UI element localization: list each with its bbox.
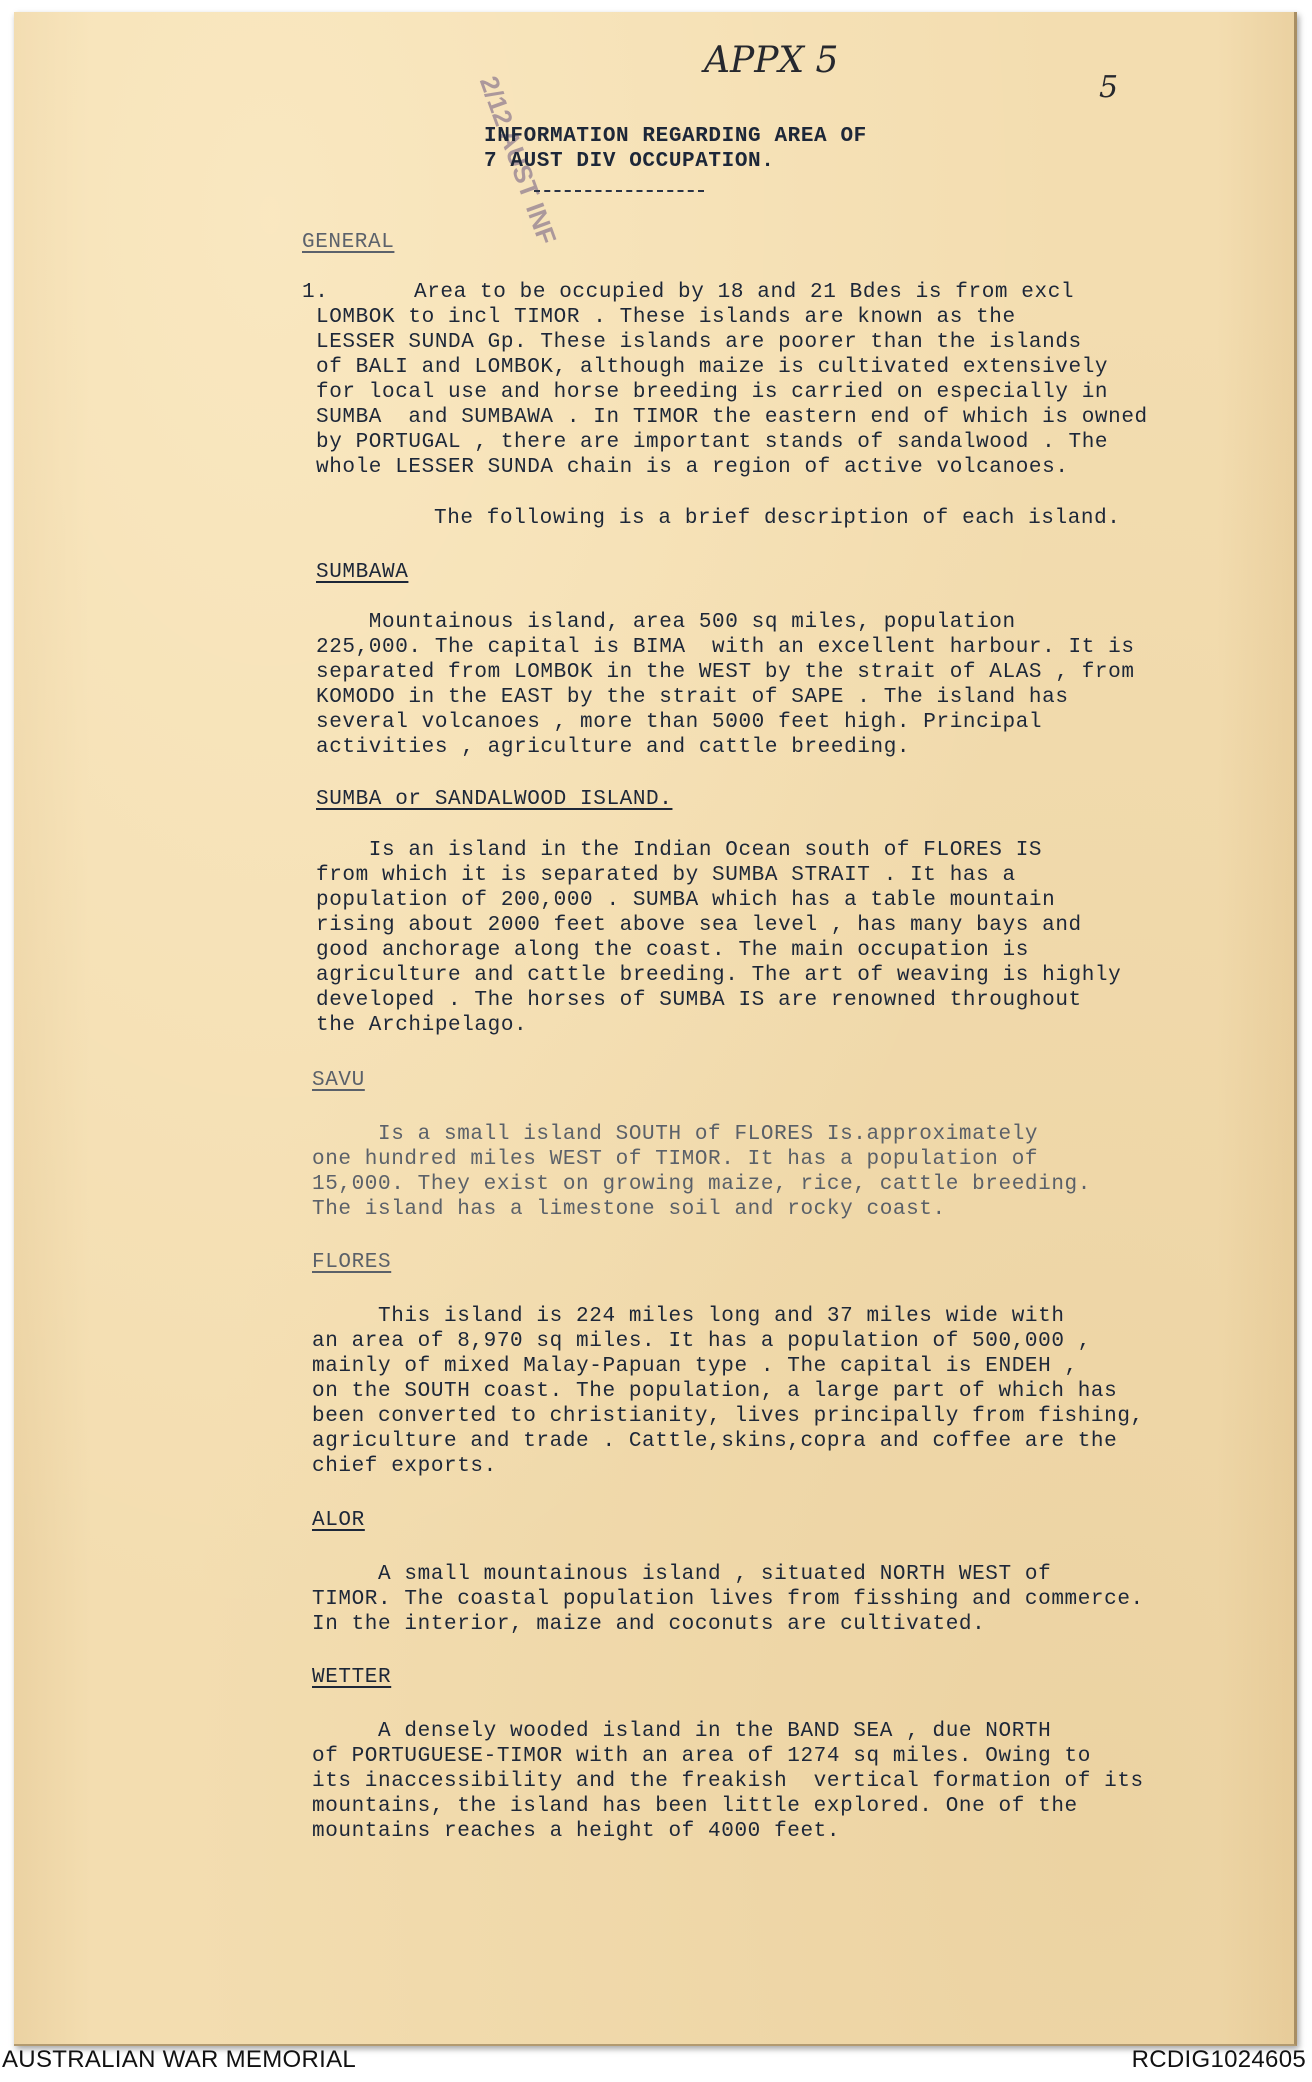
footer-institution: AUSTRALIAN WAR MEMORIAL xyxy=(2,2046,357,2073)
savu-line: 15,000. They exist on growing maize, rice, cattle breeding. xyxy=(312,1173,1091,1196)
heading-wetter: WETTER xyxy=(312,1666,392,1689)
alor-line: A small mountainous island , situated NORTH WEST of xyxy=(312,1563,1052,1586)
sumbawa-line: Mountainous island, area 500 sq miles, population xyxy=(316,611,1016,634)
heading-flores: FLORES xyxy=(312,1251,392,1274)
alor-line: TIMOR. The coastal population lives from fisshing and commerce. xyxy=(312,1588,1144,1611)
sumbawa-line: KOMODO in the EAST by the strait of SAPE . The island has xyxy=(316,686,1069,709)
flores-line: on the SOUTH coast. The population, a large part of which has xyxy=(312,1380,1118,1403)
wetter-line: A densely wooded island in the BAND SEA , due NORTH xyxy=(312,1720,1052,1743)
title-line-2: 7 AUST DIV OCCUPATION. xyxy=(484,150,775,173)
general-following-line: The following is a brief description of each island. xyxy=(434,507,1121,530)
unit-stamp: 2/12 AUST INF xyxy=(473,72,563,249)
general-line: for local use and horse breeding is carried on especially in xyxy=(316,381,1109,404)
sumbawa-line: several volcanoes , more than 5000 feet high. Principal xyxy=(316,711,1043,734)
general-line: LESSER SUNDA Gp. These islands are poorer than the islands xyxy=(316,331,1082,354)
heading-general: GENERAL xyxy=(302,231,395,254)
general-line: Area to be occupied by 18 and 21 Bdes is from excl xyxy=(414,281,1075,304)
wetter-line: mountains, the island has been little explored. One of the xyxy=(312,1795,1078,1818)
sumba-line: from which it is separated by SUMBA STRAIT . It has a xyxy=(316,864,1016,887)
sumbawa-line: activities , agriculture and cattle breeding. xyxy=(316,736,911,759)
heading-savu: SAVU xyxy=(312,1069,365,1092)
handwritten-page-number: 5 xyxy=(1099,70,1119,105)
flores-line: agriculture and trade . Cattle,skins,copra and coffee are the xyxy=(312,1430,1118,1453)
general-line: whole LESSER SUNDA chain is a region of active volcanoes. xyxy=(316,456,1069,479)
sumba-line: Is an island in the Indian Ocean south of FLORES IS xyxy=(316,839,1043,862)
sumbawa-line: separated from LOMBOK in the WEST by the strait of ALAS , from xyxy=(316,661,1135,684)
sumba-line: the Archipelago. xyxy=(316,1014,528,1037)
savu-line: Is a small island SOUTH of FLORES Is.approximately xyxy=(312,1123,1039,1146)
general-line: SUMBA and SUMBAWA . In TIMOR the eastern end of which is owned xyxy=(316,406,1148,429)
sumba-line: agriculture and cattle breeding. The art of weaving is highly xyxy=(316,964,1122,987)
flores-line: mainly of mixed Malay-Papuan type . The capital is ENDEH , xyxy=(312,1355,1078,1378)
sumba-line: rising about 2000 feet above sea level , has many bays and xyxy=(316,914,1082,937)
title-rule xyxy=(534,190,704,192)
flores-line: This island is 224 miles long and 37 miles wide with xyxy=(312,1305,1065,1328)
handwritten-appendix-note: APPX 5 xyxy=(704,40,839,81)
sumbawa-line: 225,000. The capital is BIMA with an excellent harbour. It is xyxy=(316,636,1135,659)
savu-line: The island has a limestone soil and rocky coast. xyxy=(312,1198,946,1221)
wetter-line: of PORTUGUESE-TIMOR with an area of 1274 sq miles. Owing to xyxy=(312,1745,1091,1768)
document-page xyxy=(14,12,1297,2046)
flores-line: an area of 8,970 sq miles. It has a population of 500,000 , xyxy=(312,1330,1091,1353)
title-line-1: INFORMATION REGARDING AREA OF xyxy=(484,125,867,148)
alor-line: In the interior, maize and coconuts are cultivated. xyxy=(312,1613,986,1636)
footer-record-id: RCDIG1024605 xyxy=(1131,2046,1306,2073)
heading-sumba: SUMBA or SANDALWOOD ISLAND. xyxy=(316,788,673,811)
general-line: by PORTUGAL , there are important stands of sandalwood . The xyxy=(316,431,1109,454)
general-line: LOMBOK to incl TIMOR . These islands are known as the xyxy=(316,306,1016,329)
sumba-line: developed . The horses of SUMBA IS are renowned throughout xyxy=(316,989,1082,1012)
wetter-line: mountains reaches a height of 4000 feet. xyxy=(312,1820,841,1843)
flores-line: chief exports. xyxy=(312,1455,497,1478)
heading-sumbawa: SUMBAWA xyxy=(316,561,409,584)
wetter-line: its inaccessibility and the freakish vertical formation of its xyxy=(312,1770,1144,1793)
sumba-line: population of 200,000 . SUMBA which has a table mountain xyxy=(316,889,1056,912)
heading-alor: ALOR xyxy=(312,1509,365,1532)
sumba-line: good anchorage along the coast. The main occupation is xyxy=(316,939,1029,962)
flores-line: been converted to christianity, lives principally from fishing, xyxy=(312,1405,1144,1428)
general-line: of BALI and LOMBOK, although maize is cultivated extensively xyxy=(316,356,1109,379)
paragraph-number: 1. xyxy=(302,281,329,304)
savu-line: one hundred miles WEST of TIMOR. It has a population of xyxy=(312,1148,1039,1171)
